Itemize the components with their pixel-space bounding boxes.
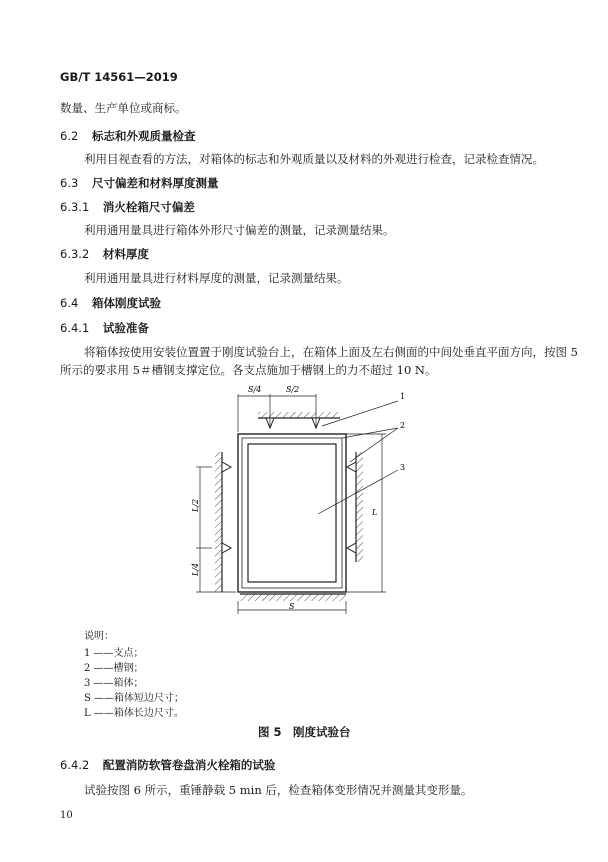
- section-title: 试验准备: [102, 321, 149, 335]
- intro-line: 数量、生产单位或商标。: [60, 101, 187, 115]
- section-number: 6.4.2: [60, 758, 90, 772]
- section-6-2-text: 利用目视查看的方法，对箱体的标志和外观质量以及材料的外观进行检查，记录检查情况。: [84, 152, 544, 166]
- support-point-right-upper: [347, 462, 356, 472]
- right-support-wall: [356, 452, 363, 562]
- section-title: 尺寸偏差和材料厚度测量: [91, 176, 219, 190]
- dim-label-s2: S/2: [286, 385, 300, 394]
- section-6-4-1-text-line1: 将箱体按使用安装位置置于刚度试验台上，在箱体上面及左右侧面的中间处垂直平面方向，按图 5: [84, 345, 578, 359]
- left-support-wall: [215, 452, 222, 592]
- callout-1: 1: [400, 392, 406, 401]
- legend-title: 说明：: [84, 631, 114, 642]
- support-point-right-lower: [347, 543, 356, 553]
- channel-steel-frame: [238, 434, 346, 592]
- dim-label-l: L: [372, 508, 378, 517]
- right-dimension-lines: [346, 434, 386, 592]
- support-point-left-lower: [222, 543, 231, 553]
- section-6-2-heading: [60, 128, 195, 144]
- channel-steel-inner: [242, 438, 342, 588]
- section-number: 6.4: [60, 296, 79, 310]
- dim-label-l4: L/4: [191, 562, 200, 576]
- callout-2: 2: [400, 421, 406, 430]
- section-title: 配置消防软管卷盘消火栓箱的试验: [102, 758, 276, 772]
- section-number: 6.3.2: [60, 247, 90, 261]
- section-number: 6.3.1: [60, 200, 90, 214]
- section-6-4-2-text: 试验按图 6 所示，重锤静载 5 min 后，检查箱体变形情况并测量其变形量。: [84, 783, 473, 797]
- section-title: 标志和外观质量检查: [91, 129, 196, 143]
- section-6-3-2-heading: [60, 246, 149, 262]
- section-title: 材料厚度: [102, 247, 149, 261]
- section-6-3-1-heading: [60, 199, 195, 215]
- dim-label-l2: L/2: [191, 498, 200, 512]
- legend-item: L ——箱体长边尺寸。: [84, 708, 184, 719]
- legend-item: 3 ——箱体；: [84, 678, 144, 689]
- legend-item: S ——箱体短边尺寸；: [84, 693, 185, 704]
- section-title: 消火栓箱尺寸偏差: [102, 200, 195, 214]
- legend-item: 2 ——槽钢；: [84, 663, 144, 674]
- section-6-4-1-heading: [60, 320, 149, 336]
- callout-3: 3: [400, 463, 406, 472]
- page-number: 10: [60, 810, 73, 821]
- figure-caption: 图 5 刚度试验台: [258, 725, 351, 739]
- section-number: 6.2: [60, 129, 79, 143]
- section-6-3-2-text: 利用通用量具进行材料厚度的测量，记录测量结果。: [84, 271, 349, 285]
- standard-number-header: GB/T 14561—2019: [60, 70, 178, 84]
- section-6-4-2-heading: [60, 757, 275, 773]
- section-number: 6.4.1: [60, 321, 90, 335]
- dim-label-s: S: [289, 602, 295, 611]
- legend-item: 1 ——支点；: [84, 648, 144, 659]
- section-title: 箱体刚度试验: [91, 296, 161, 310]
- dim-label-s4: S/4: [248, 385, 262, 394]
- cabinet-body: [248, 444, 336, 582]
- section-number: 6.3: [60, 176, 79, 190]
- section-6-4-heading: [60, 295, 161, 311]
- bottom-base: [240, 594, 346, 601]
- support-point-left-upper: [222, 462, 231, 472]
- section-6-3-heading: [60, 175, 218, 191]
- section-6-4-1-text-line2: 所示的要求用 5＃槽钢支撑定位。各支点施加于槽钢上的力不超过 10 N。: [60, 363, 437, 377]
- section-6-3-1-text: 利用通用量具进行箱体外形尺寸偏差的测量，记录测量结果。: [84, 223, 395, 237]
- rigidity-test-bench-figure: [190, 382, 430, 622]
